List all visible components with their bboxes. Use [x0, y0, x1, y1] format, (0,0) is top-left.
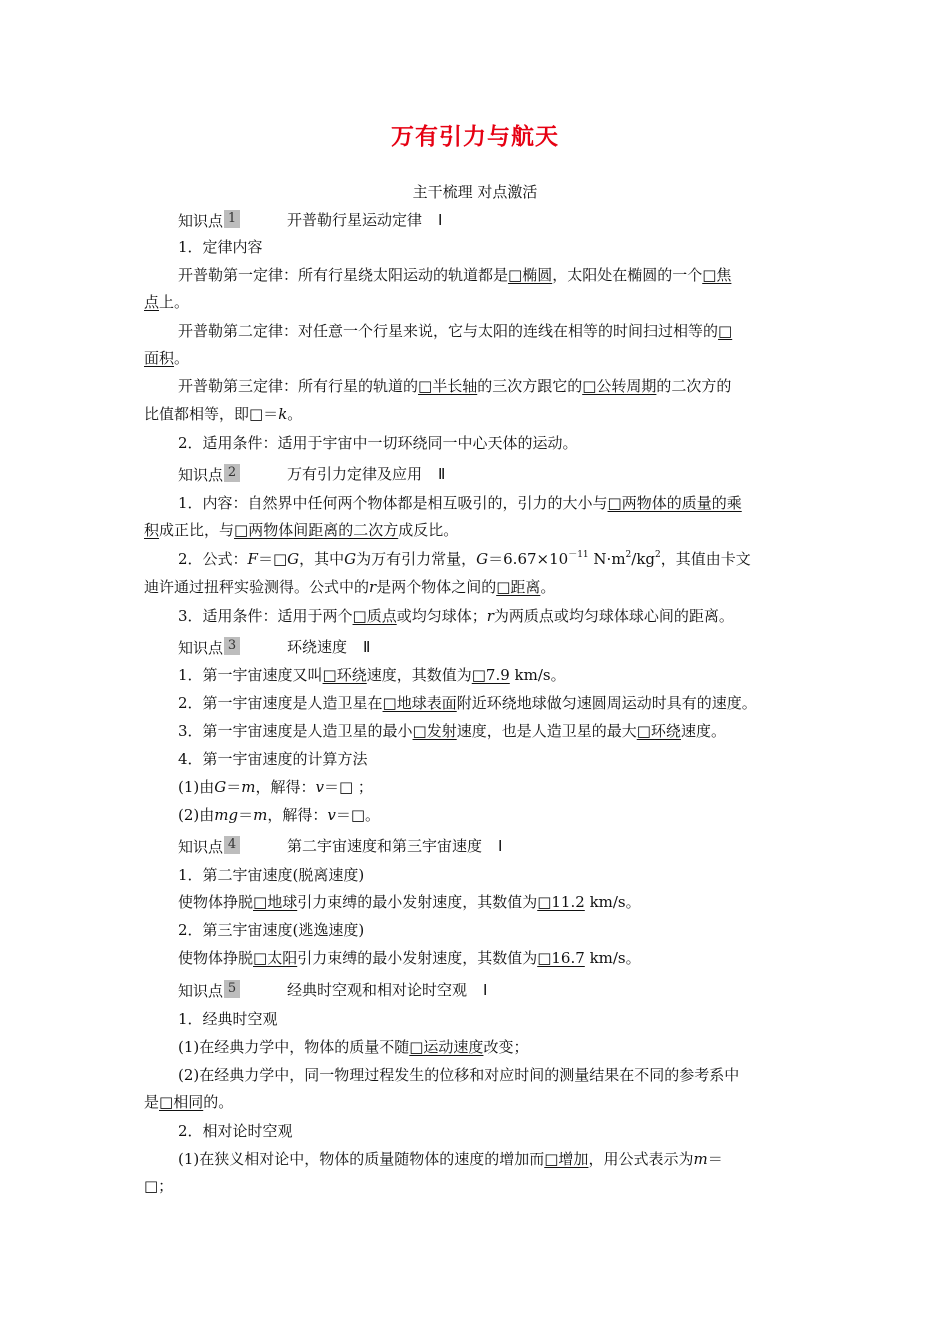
answer-blank: □环绕	[322, 666, 367, 684]
answer-blank: □运动速度	[409, 1038, 484, 1056]
paragraph: □；	[144, 1177, 174, 1195]
paragraph: 1．第一宇宙速度又叫□环绕速度，其数值为□7.9 km/s。	[178, 666, 566, 684]
kp-number-badge: 1	[224, 210, 240, 228]
answer-blank: 面积	[144, 349, 175, 367]
kp-title: 经典时空观和相对论时空观	[287, 981, 468, 999]
paragraph: (1)在狭义相对论中，物体的质量随物体的速度的增加而□增加，用公式表示为m＝	[178, 1150, 723, 1168]
answer-blank: □	[718, 322, 733, 340]
kp-label: 知识点	[178, 212, 224, 230]
answer-blank: □16.7	[537, 949, 585, 967]
kp-level: Ⅱ	[438, 467, 446, 483]
answer-blank: □半长轴	[418, 377, 478, 395]
answer-blank: □地球表面	[382, 694, 457, 712]
paragraph: 2．适用条件：适用于宇宙中一切环绕同一中心天体的运动。	[178, 434, 578, 452]
kp-title: 开普勒行星运动定律	[287, 211, 423, 229]
kp-level: Ⅰ	[438, 213, 443, 229]
paragraph: 开普勒第二定律：对任意一个行星来说，它与太阳的连线在相等的时间扫过相等的□	[178, 322, 733, 340]
paragraph: 1．内容：自然界中任何两个物体都是相互吸引的，引力的大小与□两物体的质量的乘	[178, 494, 742, 512]
kp-label: 知识点	[178, 982, 224, 1000]
paragraph: 点上。	[144, 293, 190, 311]
kp-number-badge: 4	[224, 836, 240, 854]
answer-blank: □11.2	[537, 893, 585, 911]
knowledge-point-1-header	[178, 210, 778, 231]
paragraph: (2)由mg＝m，解得：v＝□。	[178, 806, 381, 824]
kp-title: 第二宇宙速度和第三宇宙速度	[287, 837, 483, 855]
paragraph: 开普勒第三定律：所有行星的轨道的□半长轴的三次方跟它的□公转周期的二次方的	[178, 377, 732, 395]
answer-blank: □环绕	[636, 722, 681, 740]
kp-label: 知识点	[178, 639, 224, 657]
answer-blank: 点	[144, 293, 160, 311]
knowledge-point-4-header	[178, 836, 778, 857]
paragraph: 3．第一宇宙速度是人造卫星的最小□发射速度，也是人造卫星的最大□环绕速度。	[178, 722, 726, 740]
kp-title: 环绕速度	[287, 638, 348, 656]
paragraph: 1．定律内容	[178, 238, 263, 256]
paragraph: 使物体挣脱□地球引力束缚的最小发射速度，其数值为□11.2 km/s。	[178, 893, 641, 911]
answer-blank: □7.9	[471, 666, 510, 684]
answer-blank: 积	[144, 521, 160, 539]
answer-blank: □椭圆	[508, 266, 553, 284]
answer-blank: □距离	[496, 578, 541, 596]
paragraph: 2．第一宇宙速度是人造卫星在□地球表面附近环绕地球做匀速圆周运动时具有的速度。	[178, 694, 757, 712]
paragraph: 2．公式：F＝□G，其中G为万有引力常量，$G=6.67\times 10^{-11}$ $N\cdot m^2/kg^2$，其值由卡文	[178, 550, 751, 568]
answer-blank: □增加	[544, 1150, 589, 1168]
paragraph: 1．经典时空观	[178, 1010, 278, 1028]
paragraph: 积成正比，与□两物体间距离的二次方成反比。	[144, 521, 459, 539]
kp-label: 知识点	[178, 466, 224, 484]
paragraph: 4．第一宇宙速度的计算方法	[178, 750, 368, 768]
paragraph: 是□相同的。	[144, 1093, 234, 1111]
paragraph: 2．相对论时空观	[178, 1122, 293, 1140]
kp-label: 知识点	[178, 838, 224, 856]
paragraph: (2)在经典力学中，同一物理过程发生的位移和对应时间的测量结果在不同的参考系中	[178, 1066, 740, 1084]
kp-number-badge: 3	[224, 637, 240, 655]
paragraph: 面积。	[144, 349, 190, 367]
paragraph: 比值都相等，即□＝k。	[144, 405, 303, 423]
knowledge-point-5-header	[178, 980, 778, 1001]
kp-level: Ⅰ	[483, 983, 488, 999]
paragraph: 2．第三宇宙速度(逃逸速度)	[178, 921, 365, 939]
paragraph: 3．适用条件：适用于两个□质点或均匀球体；r为两质点或均匀球体球心间的距离。	[178, 607, 734, 625]
section-heading: 主干梳理 对点激活	[412, 183, 538, 201]
page-title: 万有引力与航天	[391, 124, 559, 150]
answer-blank: □两物体的质量的乘	[607, 494, 742, 512]
answer-blank: □发射	[412, 722, 457, 740]
paragraph: (1)在经典力学中，物体的质量不随□运动速度改变；	[178, 1038, 529, 1056]
answer-blank: □两物体间距离的二次方	[234, 521, 399, 539]
kp-level: Ⅱ	[363, 640, 371, 656]
kp-level: Ⅰ	[498, 839, 503, 855]
kp-title: 万有引力定律及应用	[287, 465, 423, 483]
answer-blank: □地球	[253, 893, 298, 911]
answer-blank: □公转周期	[582, 377, 657, 395]
answer-blank: □相同	[159, 1093, 204, 1111]
kp-number-badge: 5	[224, 980, 240, 998]
paragraph: 迪许通过扭秤实验测得。公式中的r是两个物体之间的□距离。	[144, 578, 556, 596]
answer-blank: □质点	[352, 607, 397, 625]
paragraph: 1．第二宇宙速度(脱离速度)	[178, 866, 365, 884]
paragraph: 使物体挣脱□太阳引力束缚的最小发射速度，其数值为□16.7 km/s。	[178, 949, 641, 967]
answer-blank: □焦	[702, 266, 732, 284]
knowledge-point-2-header	[178, 464, 778, 485]
answer-blank: □太阳	[253, 949, 298, 967]
kp-number-badge: 2	[224, 464, 240, 482]
paragraph: 开普勒第一定律：所有行星绕太阳运动的轨道都是□椭圆，太阳处在椭圆的一个□焦	[178, 266, 732, 284]
paragraph: (1)由G＝m，解得：v＝□ ；	[178, 778, 373, 796]
knowledge-point-3-header	[178, 637, 778, 658]
